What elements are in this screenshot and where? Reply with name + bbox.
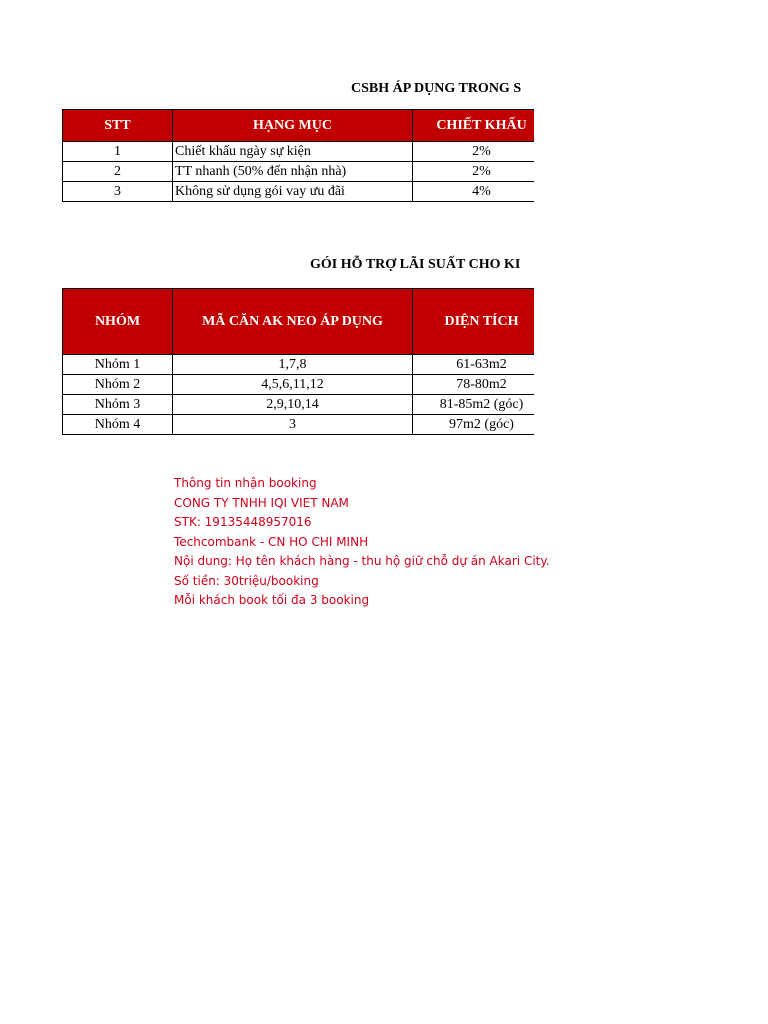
table-row: [63, 395, 535, 415]
section2-title: GÓI HỖ TRỢ LÃI SUẤT CHO KI: [310, 257, 521, 272]
booking-amount: Số tiền: 30triệu/booking: [174, 573, 319, 588]
cell-item: Không sử dụng gói vay ưu đãi: [173, 182, 413, 202]
table-header-row: [63, 289, 535, 355]
cell-codes: 3: [173, 415, 413, 435]
cell-discount: 4%: [413, 182, 535, 202]
table-row: [63, 182, 535, 202]
table-row: [63, 142, 535, 162]
cell-discount: 2%: [413, 162, 535, 182]
header-item: HẠNG MỤC: [173, 110, 413, 142]
cell-group: Nhóm 3: [63, 395, 173, 415]
payment-note: Nội dung: Họ tên khách hàng - thu hộ giữ chỗ dự án Akari City.: [174, 554, 550, 568]
table-row: [63, 355, 535, 375]
cell-group: Nhóm 4: [63, 415, 173, 435]
cell-stt: 1: [63, 142, 173, 162]
booking-heading: Thông tin nhận booking: [174, 476, 317, 490]
table-row: [63, 415, 535, 435]
cell-codes: 4,5,6,11,12: [173, 375, 413, 395]
booking-limit: Mỗi khách book tối đa 3 booking: [174, 593, 370, 607]
section1-title: CSBH ÁP DỤNG TRONG S: [351, 81, 522, 96]
cell-area: 81-85m2 (góc): [413, 395, 535, 415]
table-row: [63, 375, 535, 395]
header-codes: MÃ CĂN AK NEO ÁP DỤNG: [173, 289, 413, 355]
cell-area: 97m2 (góc): [413, 415, 535, 435]
cell-group: Nhóm 2: [63, 375, 173, 395]
table-header-row: [63, 110, 535, 142]
header-area: DIỆN TÍCH: [413, 289, 535, 355]
booking-info: [174, 474, 550, 611]
header-stt: STT: [63, 110, 173, 142]
table-row: [63, 162, 535, 182]
cell-stt: 2: [63, 162, 173, 182]
account-number: STK: 19135448957016: [174, 515, 312, 529]
cell-discount: 2%: [413, 142, 535, 162]
header-group: NHÓM: [63, 289, 173, 355]
cell-stt: 3: [63, 182, 173, 202]
interest-support-table: [62, 288, 534, 435]
cell-item: Chiết khấu ngày sự kiện: [173, 142, 413, 162]
bank-branch: Techcombank - CN HO CHI MINH: [174, 534, 369, 549]
company-name: CONG TY TNHH IQI VIET NAM: [174, 495, 349, 510]
cell-codes: 2,9,10,14: [173, 395, 413, 415]
cell-area: 61-63m2: [413, 355, 535, 375]
cell-area: 78-80m2: [413, 375, 535, 395]
cell-group: Nhóm 1: [63, 355, 173, 375]
discount-policy-table: [62, 109, 534, 202]
cell-codes: 1,7,8: [173, 355, 413, 375]
header-discount: CHIẾT KHẤU: [413, 110, 535, 142]
cell-item: TT nhanh (50% đến nhận nhà): [173, 162, 413, 182]
